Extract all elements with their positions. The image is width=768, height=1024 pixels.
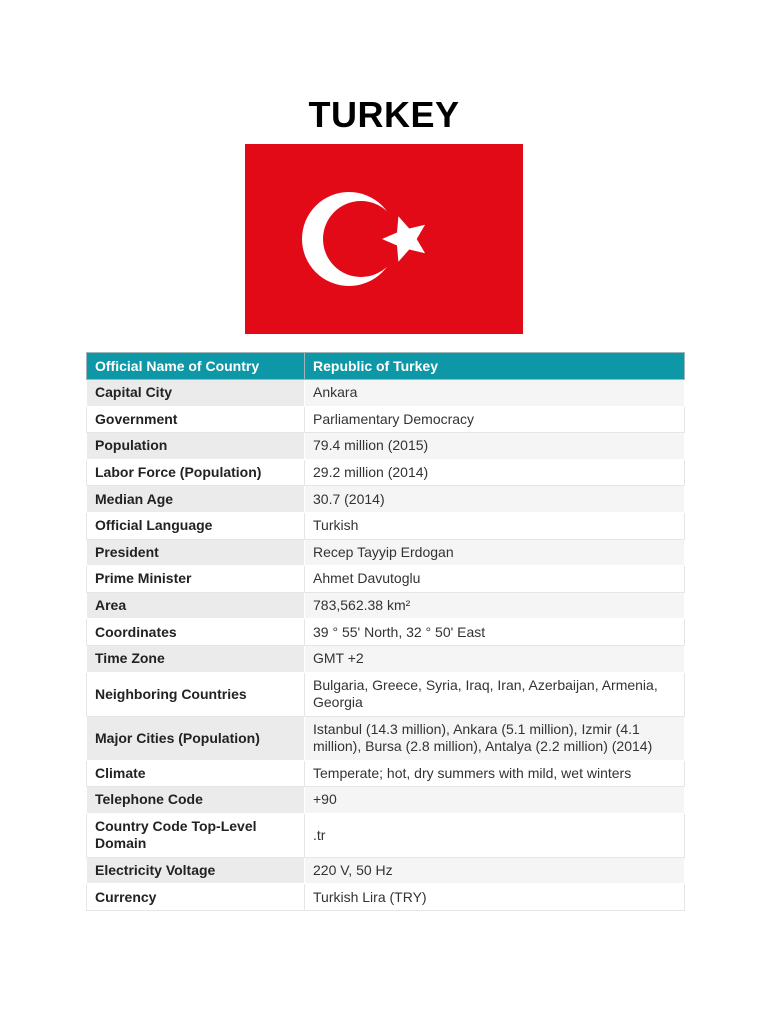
row-label: Major Cities (Population) (87, 716, 305, 760)
page-title: TURKEY (308, 94, 460, 135)
row-label: Telephone Code (87, 787, 305, 814)
table-row (87, 406, 685, 433)
header-key: Official Name of Country (87, 353, 305, 380)
row-label: Currency (87, 884, 305, 911)
row-label: Country Code Top-Level Domain (87, 813, 305, 857)
table-row (87, 486, 685, 513)
row-label: Labor Force (Population) (87, 459, 305, 486)
table-row (87, 884, 685, 911)
row-value: Turkish Lira (TRY) (305, 884, 685, 911)
table-row (87, 619, 685, 646)
row-label: Official Language (87, 512, 305, 539)
table-body (87, 380, 685, 911)
row-label: Climate (87, 760, 305, 787)
table-row (87, 672, 685, 716)
table-row (87, 380, 685, 407)
row-label: Area (87, 592, 305, 619)
row-label: Neighboring Countries (87, 672, 305, 716)
row-label: Time Zone (87, 645, 305, 672)
row-value: 39 ° 55' North, 32 ° 50' East (305, 619, 685, 646)
table-row (87, 512, 685, 539)
row-label: President (87, 539, 305, 566)
row-label: Government (87, 406, 305, 433)
country-facts-table (86, 352, 685, 911)
row-label: Coordinates (87, 619, 305, 646)
row-value: GMT +2 (305, 645, 685, 672)
row-value: Recep Tayyip Erdogan (305, 539, 685, 566)
table-row (87, 645, 685, 672)
row-value: +90 (305, 787, 685, 814)
row-value: Bulgaria, Greece, Syria, Iraq, Iran, Azerbaijan, Armenia, Georgia (305, 672, 685, 716)
table-row (87, 760, 685, 787)
table-row (87, 566, 685, 593)
table-row (87, 459, 685, 486)
row-label: Median Age (87, 486, 305, 513)
table-row (87, 787, 685, 814)
row-value: Turkish (305, 512, 685, 539)
row-value: .tr (305, 813, 685, 857)
crescent-star-icon (245, 144, 523, 334)
row-value: 220 V, 50 Hz (305, 857, 685, 884)
row-label: Population (87, 433, 305, 460)
header-value: Republic of Turkey (305, 353, 685, 380)
row-value: 30.7 (2014) (305, 486, 685, 513)
row-value: Temperate; hot, dry summers with mild, wet winters (305, 760, 685, 787)
row-value: Ankara (305, 380, 685, 407)
table-row (87, 857, 685, 884)
table-row (87, 813, 685, 857)
row-value: Ahmet Davutoglu (305, 566, 685, 593)
turkey-flag (245, 144, 523, 334)
table-header-row (87, 353, 685, 380)
row-label: Prime Minister (87, 566, 305, 593)
row-value: 29.2 million (2014) (305, 459, 685, 486)
table-row (87, 433, 685, 460)
table-row (87, 592, 685, 619)
table-row (87, 539, 685, 566)
row-label: Electricity Voltage (87, 857, 305, 884)
row-value: Istanbul (14.3 million), Ankara (5.1 million), Izmir (4.1 million), Bursa (2.8 million), Antalya (2.2 million) (2014) (305, 716, 685, 760)
row-value: Parliamentary Democracy (305, 406, 685, 433)
row-value: 783,562.38 km² (305, 592, 685, 619)
row-value: 79.4 million (2015) (305, 433, 685, 460)
row-label: Capital City (87, 380, 305, 407)
table-row (87, 716, 685, 760)
